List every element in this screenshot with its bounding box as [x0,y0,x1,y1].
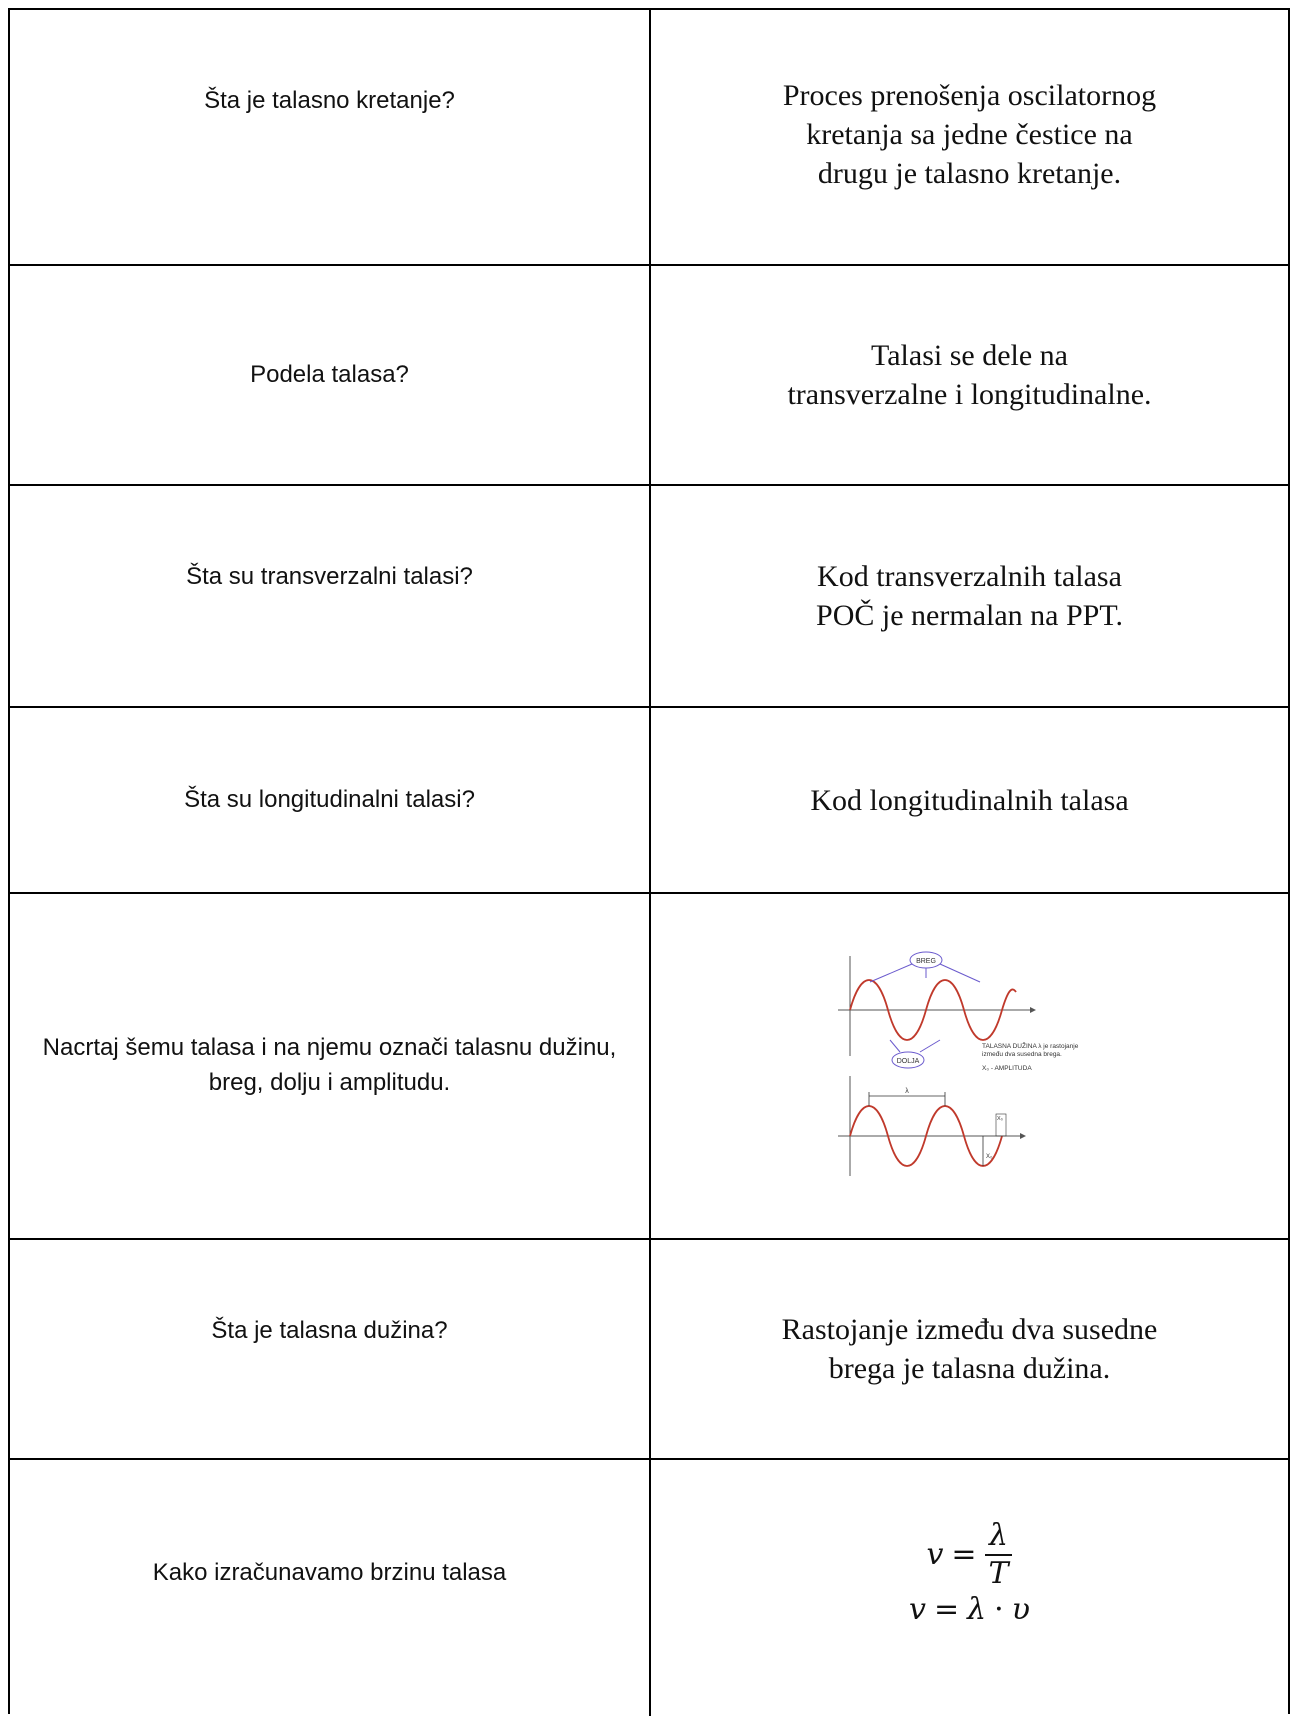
crest-label: BREG [915,958,936,965]
answer-cell [651,486,1288,706]
diagram-caption: X₀ - AMPLITUDA [981,1065,1032,1072]
answer-text: Kod transverzalnih talasa POČ je nermalan na PPT. [816,560,1123,632]
formula-v: v [909,1592,926,1627]
table-row [10,486,1288,708]
question-text: Podela talasa? [250,360,409,388]
answer-text: Talasi se dele na transverzalne i longitudinalne. [787,339,1152,411]
answer-cell [651,708,1288,892]
formula-period: T [988,1556,1009,1591]
question-text: Šta je talasna dužina? [211,1317,448,1344]
question-text: Nacrtaj šemu talasa i na njemu označi talasnu dužinu, breg, dolju i amplitudu. [42,1034,617,1096]
table-row [10,10,1288,266]
question-text: Kako izračunavamo brzinu talasa [152,1559,507,1586]
question-text: Šta je talasno kretanje? [204,87,455,114]
diagram-caption: TALASNA DUŽINA λ je rastojanje [981,1043,1078,1050]
table-row [10,894,1288,1240]
trough-arrow-icon [890,1040,900,1052]
answer-cell [651,894,1288,1238]
question-cell [10,894,651,1238]
amplitude-label: X₀ [985,1154,992,1160]
axis-arrow-icon [1020,1133,1026,1139]
wavelength-label: λ [904,1088,909,1095]
flashcard-table [8,8,1290,1714]
formula-line-1 [909,1518,1030,1592]
answer-cell [651,1460,1288,1716]
formula-v: v [926,1537,944,1572]
answer-cell [651,266,1288,484]
table-row [10,266,1288,486]
velocity-formula [909,1518,1030,1628]
wave-diagram [830,946,1110,1186]
trough-arrow-icon [920,1040,940,1052]
formula-line-2 [909,1592,1030,1628]
crest-arrow-icon [870,964,912,982]
table-row [10,708,1288,894]
formula-fraction [985,1518,1013,1592]
table-row [10,1460,1288,1716]
formula-dot: · [994,1592,1004,1627]
trough-label: DOLJA [896,1058,919,1065]
formula-lambda: λ [985,1518,1012,1556]
table-row [10,1240,1288,1460]
formula-equals: = [934,1592,960,1627]
question-cell [10,266,651,484]
question-text: Šta su transverzalni talasi? [186,563,473,590]
answer-text: Proces prenošenja oscilatornog kretanja sa jedne čestice na drugu je talasno kretanje. [782,79,1157,190]
question-cell [10,708,651,892]
formula-frequency: υ [1011,1592,1030,1627]
question-text: Šta su longitudinalni talasi? [184,785,475,813]
answer-text: Kod longitudinalnih talasa [810,783,1129,817]
answer-cell [651,10,1288,264]
answer-text: Rastojanje između dva susedne brega je talasna dužina. [781,1313,1158,1385]
question-cell [10,1240,651,1458]
answer-cell [651,1240,1288,1458]
amplitude-label: X₀ [996,1116,1003,1122]
question-cell [10,10,651,264]
question-cell [10,1460,651,1716]
question-cell [10,486,651,706]
axis-arrow-icon [1030,1007,1036,1013]
formula-equals: = [951,1537,977,1572]
diagram-caption: između dva susedna brega. [981,1051,1062,1058]
formula-lambda: λ [967,1592,987,1627]
